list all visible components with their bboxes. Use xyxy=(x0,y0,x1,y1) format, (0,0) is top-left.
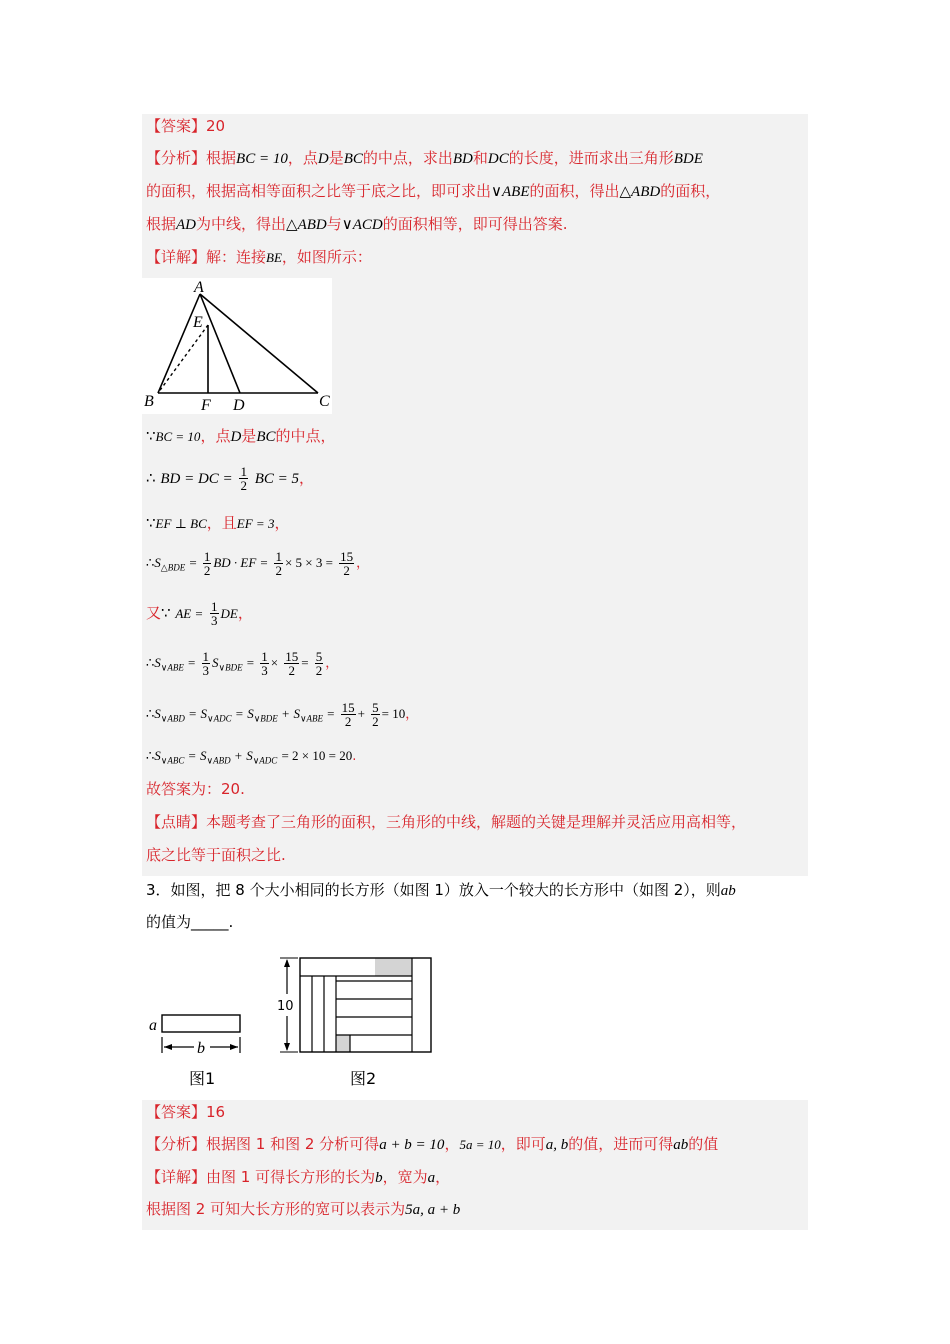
therefore: ∴ xyxy=(146,656,155,671)
label-ten: 10 xyxy=(277,999,294,1014)
math: BD xyxy=(452,151,473,167)
math: + xyxy=(234,748,243,763)
math: AE = xyxy=(175,606,204,621)
detail-line-4 xyxy=(146,1198,460,1221)
text: 的值 xyxy=(688,1135,719,1153)
subscript: ∨ADC xyxy=(207,713,232,724)
step-8 xyxy=(146,745,356,772)
text: ，且 xyxy=(206,514,237,532)
figure-1-caption: 图1 xyxy=(189,1069,216,1088)
math: a + b = 10 xyxy=(379,1137,445,1153)
text: 根据图 2 可知大长方形的宽可以表示为 xyxy=(146,1200,406,1218)
text: ， xyxy=(405,707,419,722)
text: 和 xyxy=(472,149,488,167)
triangle-figure xyxy=(142,278,332,414)
text: 本题考查了三角形的面积，三角形的中线，解题的关键是理解并灵活应用高相等， xyxy=(206,813,747,831)
label-f: F xyxy=(201,397,211,414)
text: 的面积，得出 xyxy=(529,182,620,200)
text: 的值为 xyxy=(146,913,192,931)
math: D xyxy=(317,151,329,167)
text: ，即可 xyxy=(500,1135,546,1153)
math: 5a, a + b xyxy=(405,1202,461,1218)
step-2 xyxy=(146,465,314,492)
text: 的中点，求出 xyxy=(362,149,453,167)
label-a: A xyxy=(194,279,204,296)
therefore: ∴ xyxy=(146,556,155,571)
text: ， xyxy=(444,1135,460,1153)
math: ∨ACD xyxy=(341,217,383,233)
label-d: D xyxy=(233,397,245,414)
text: 的面积， xyxy=(660,182,721,200)
math: D xyxy=(230,429,242,445)
math: = xyxy=(235,706,244,721)
math: BC = 10 xyxy=(155,429,201,444)
math: a, b xyxy=(545,1137,569,1153)
text: 的面积，根据高相等面积之比等于底之比，即可求出 xyxy=(146,182,492,200)
step-4 xyxy=(146,550,369,579)
math: BD · EF = xyxy=(213,555,269,570)
subscript: △BDE xyxy=(160,562,186,573)
text: 的面积相等，即可得出答案. xyxy=(382,215,568,233)
math: ∨ABE xyxy=(491,184,530,200)
subscript: ∨ABE xyxy=(299,713,324,724)
math: S xyxy=(154,555,161,570)
math: BE xyxy=(266,250,282,265)
math: = 10 xyxy=(381,706,406,721)
math: S xyxy=(212,655,219,670)
comment-line-1 xyxy=(146,811,746,833)
denominator: 2 xyxy=(315,663,323,678)
because: ∵ xyxy=(146,427,156,445)
text: . xyxy=(228,913,234,931)
fraction xyxy=(203,550,212,577)
math: S xyxy=(200,706,207,721)
step-1 xyxy=(146,425,336,448)
math: × xyxy=(270,655,279,670)
math: △ABD xyxy=(619,184,661,200)
denominator: 3 xyxy=(202,663,209,678)
text: ， xyxy=(237,604,253,622)
math: S xyxy=(246,748,253,763)
math: = xyxy=(246,655,255,670)
analysis-tag: 【分析】 xyxy=(146,149,207,167)
text: . xyxy=(352,749,357,764)
text: 根据 xyxy=(146,215,177,233)
math: S xyxy=(154,748,161,763)
subscript: ∨ABD xyxy=(160,713,185,724)
text: ，如图所示： xyxy=(281,248,372,266)
text: ，点 xyxy=(200,427,231,445)
subscript: ∨ABE xyxy=(160,662,184,673)
answer-blank[interactable]: _____ xyxy=(191,913,229,931)
text: 的长度，进而求出三角形 xyxy=(508,149,674,167)
text: ， xyxy=(356,556,370,571)
math: = 2 × 10 = 20 xyxy=(281,748,353,763)
math: BD = DC = xyxy=(160,471,233,487)
math: b xyxy=(375,1170,383,1186)
denominator: 2 xyxy=(288,663,295,678)
therefore: ∴ xyxy=(146,749,155,764)
text: 根据图 1 和图 2 分析可得 xyxy=(206,1135,380,1153)
math: EF ⊥ BC xyxy=(155,516,207,531)
math: BDE xyxy=(673,151,703,167)
subscript: ∨ABC xyxy=(160,755,185,766)
math: BC xyxy=(343,151,363,167)
fraction xyxy=(210,600,219,627)
answer-value: 16 xyxy=(206,1103,226,1121)
step-6 xyxy=(146,650,338,679)
detail-line-3 xyxy=(146,1166,450,1189)
math: S xyxy=(247,706,254,721)
figure-2-caption: 图2 xyxy=(350,1069,377,1088)
final-answer: 故答案为：20. xyxy=(146,780,245,798)
label-e: E xyxy=(193,314,203,331)
numerator: 5 xyxy=(372,700,379,715)
fraction xyxy=(341,701,356,728)
math: = xyxy=(189,706,197,721)
math: = xyxy=(188,655,196,670)
math: DE xyxy=(220,606,238,621)
text: ， xyxy=(325,656,339,671)
analysis-tag: 【分析】 xyxy=(146,1135,207,1153)
figure-2 xyxy=(270,950,440,1092)
label-b: b xyxy=(197,1040,205,1057)
figure-2-svg xyxy=(270,950,440,1060)
text: 为中线，得出 xyxy=(196,215,287,233)
text: 解：连接 xyxy=(206,248,267,266)
math: S xyxy=(154,706,161,721)
math: ab xyxy=(720,883,736,899)
text: 由图 1 可得长方形的长为 xyxy=(206,1168,376,1186)
math: AD xyxy=(176,217,197,233)
math: S xyxy=(154,655,161,670)
math: ab xyxy=(673,1137,689,1153)
math: = xyxy=(188,748,196,763)
detail-tag: 【详解】 xyxy=(146,248,207,266)
denominator: 2 xyxy=(275,563,282,578)
text: ， xyxy=(274,514,290,532)
fraction xyxy=(371,701,380,728)
math: BC = 5 xyxy=(254,471,300,487)
detail-tag: 【详解】 xyxy=(146,1168,207,1186)
math: DC xyxy=(487,151,509,167)
math: + xyxy=(357,706,365,721)
numerator: 1 xyxy=(275,549,282,564)
answer-tag: 【答案】 xyxy=(146,117,207,135)
because: ∵ xyxy=(146,514,156,532)
subscript: ∨ABD xyxy=(206,755,231,766)
answer-line xyxy=(146,115,225,137)
math: △ABD xyxy=(286,217,327,233)
numerator: 1 xyxy=(203,549,211,564)
denominator: 2 xyxy=(343,563,350,578)
label-b: B xyxy=(144,393,154,410)
math: = xyxy=(327,706,335,721)
denominator: 3 xyxy=(261,663,268,678)
math: S xyxy=(200,748,207,763)
answer-line-3 xyxy=(146,1101,225,1123)
math: S xyxy=(293,706,300,721)
label-c: C xyxy=(319,393,330,410)
fraction xyxy=(284,650,299,677)
question-3-line-2 xyxy=(146,911,233,933)
denominator: 2 xyxy=(240,478,247,493)
denominator: 2 xyxy=(372,714,379,729)
text: 与 xyxy=(326,215,342,233)
step-7 xyxy=(146,701,418,730)
numerator: 1 xyxy=(202,649,209,664)
numerator: 1 xyxy=(211,599,218,614)
math: 5a = 10 xyxy=(459,1137,501,1152)
step-3 xyxy=(146,512,289,535)
analysis-line-2 xyxy=(146,180,720,203)
fraction xyxy=(274,550,283,577)
numerator: 15 xyxy=(341,700,355,715)
step-5 xyxy=(146,600,253,627)
fraction xyxy=(315,650,324,677)
denominator: 2 xyxy=(203,563,211,578)
math: a xyxy=(427,1170,436,1186)
text: 是 xyxy=(328,149,344,167)
text: 的值，进而可得 xyxy=(568,1135,674,1153)
numerator: 5 xyxy=(315,649,323,664)
math: = xyxy=(189,555,197,570)
analysis-line-3 xyxy=(146,1133,718,1156)
math: BC = 10 xyxy=(236,151,288,167)
text: ， xyxy=(299,469,315,487)
fraction xyxy=(239,465,248,492)
comment-line-2: 底之比等于面积之比. xyxy=(146,846,286,864)
fraction xyxy=(339,550,354,577)
math: × 5 × 3 = xyxy=(284,555,333,570)
text: 的中点， xyxy=(275,427,336,445)
text: ，点 xyxy=(287,149,318,167)
denominator: 3 xyxy=(211,613,218,628)
label-a: a xyxy=(149,1017,157,1034)
answer-tag: 【答案】 xyxy=(146,1103,207,1121)
math: EF = 3 xyxy=(236,516,275,531)
analysis-line-3 xyxy=(146,213,568,236)
text: ，宽为 xyxy=(382,1168,428,1186)
text: ， xyxy=(435,1168,451,1186)
because: ∵ xyxy=(161,604,171,622)
figure-1 xyxy=(144,1010,249,1090)
therefore: ∴ xyxy=(146,469,156,487)
text: 又 xyxy=(146,604,162,622)
numerator: 15 xyxy=(285,649,299,664)
triangle-svg xyxy=(142,278,332,414)
detail-line xyxy=(146,246,372,269)
comment-tag: 【点睛】 xyxy=(146,813,207,831)
analysis-line-1 xyxy=(146,147,703,170)
subscript: ∨ADC xyxy=(252,755,278,766)
text: 3．如图，把 8 个大小相同的长方形（如图 1）放入一个较大的长方形中（如图 2），则 xyxy=(146,881,721,899)
math: + xyxy=(281,706,290,721)
therefore: ∴ xyxy=(146,707,155,722)
text: 是 xyxy=(241,427,257,445)
denominator: 2 xyxy=(344,714,352,729)
subscript: ∨BDE xyxy=(253,713,278,724)
question-3-line-1 xyxy=(146,879,736,902)
numerator: 1 xyxy=(240,464,247,479)
numerator: 1 xyxy=(261,649,268,664)
math: = xyxy=(301,655,309,670)
fraction xyxy=(260,650,269,677)
text: 根据 xyxy=(206,149,237,167)
numerator: 15 xyxy=(340,549,354,564)
fraction xyxy=(202,650,211,677)
math: BC xyxy=(256,429,276,445)
subscript: ∨BDE xyxy=(218,662,243,673)
answer-value: 20 xyxy=(206,117,226,135)
